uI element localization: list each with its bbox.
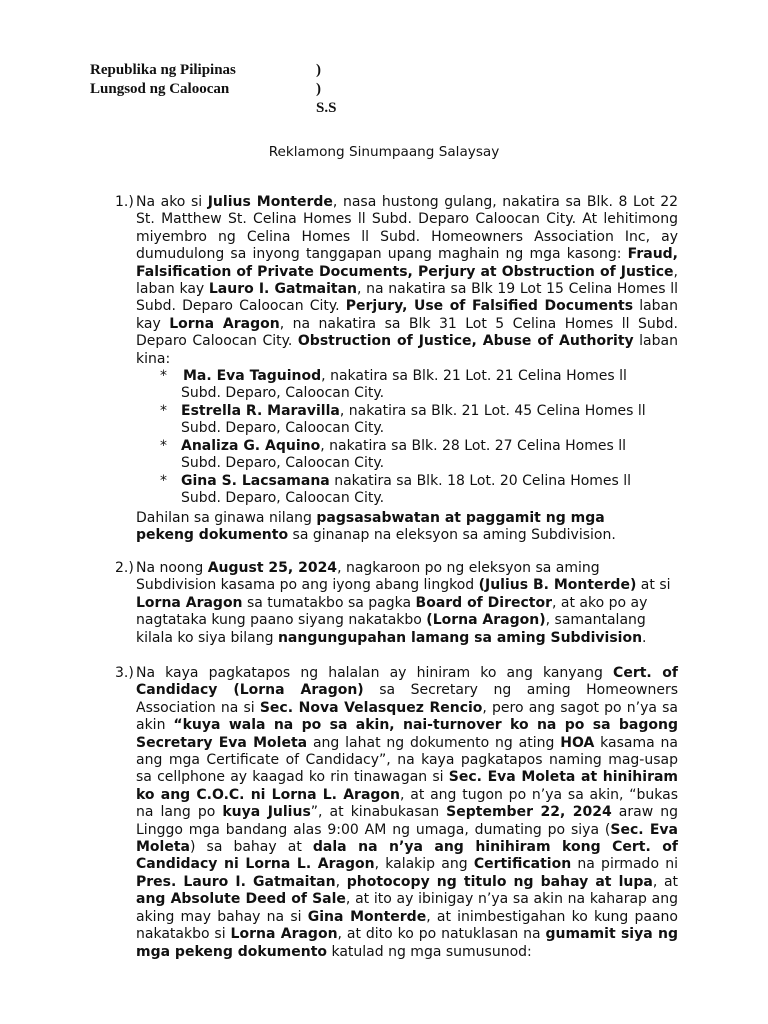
- item-2-text: Na noong August 25, 2024, nagkaroon po ng eleksyon sa aming Subdivision kasama po ang iyong abang lingkod (Julius B. Monterde) at si Lorna Aragon sa tumatakbo sa pagka Board of Director, at ako po ay nagtataka kung paano siyang nakatakbo (Lorna Aragon), samantalang kilala ko siya bilang nangungupahan lamang sa aming Subdivision.: [136, 560, 671, 646]
- bullet-star: *: [160, 472, 167, 489]
- item-number: 1.): [115, 194, 134, 210]
- dahilan-paragraph: Dahilan sa ginawa nilang pagsasabwatan at paggamit ng mga pekeng dokumento sa ginanap na eleksyon sa aming Subdivision.: [136, 510, 616, 544]
- bullet-star: *: [160, 437, 167, 454]
- header-line-2: [90, 80, 337, 116]
- respondent-list-item: * Estrella R. Maravilla, nakatira sa Blk. 21 Lot. 45 Celina Homes ll Subd. Deparo, Caloocan City.: [160, 402, 646, 437]
- paragraph-item-2: [0, 560, 768, 647]
- document-header: [90, 61, 337, 116]
- republic-label: Republika ng Pilipinas: [90, 62, 236, 78]
- paragraph-item-1: [0, 194, 768, 507]
- header-paren-2: ) S.S: [316, 81, 337, 116]
- city-label: Lungsod ng Caloocan: [90, 81, 230, 97]
- header-paren-1: ): [316, 62, 321, 78]
- document-title: Reklamong Sinumpaang Salaysay: [268, 144, 500, 160]
- respondent-list-item: * Gina S. Lacsamana nakatira sa Blk. 18 Lot. 20 Celina Homes ll Subd. Deparo, Caloocan City.: [160, 472, 632, 506]
- paragraph-item-3: [0, 665, 768, 961]
- item-number: 3.): [115, 665, 134, 681]
- bullet-star: *: [160, 368, 167, 385]
- bullet-star: *: [160, 402, 167, 419]
- respondent-list-item: * Ma. Eva Taguinod, nakatira sa Blk. 21 Lot. 21 Celina Homes ll Subd. Deparo, Caloocan City.: [160, 368, 627, 402]
- item-1-text: Na ako si Julius Monterde, nasa hustong gulang, nakatira sa Blk. 8 Lot 22 St. Matthew St. Celina Homes ll Subd. Deparo Caloocan City. At lehitimong miyembro ng Celina Homes ll Subd. Homeowners Association Inc, ay dumudulong sa inyong tanggapan upang maghain ng mga kasong: Fraud, Falsification of Private Documents, Perjury at Obstruction of Justice, laban kay Lauro I. Gatmaitan, na nakatira sa Blk 19 Lot 15 Celina Homes ll Subd. Deparo Caloocan City. Perjury, Use of Falsified Documents laban kay Lorna Aragon, na nakatira sa Blk 31 Lot 5 Celina Homes ll Subd. Deparo Caloocan City. Obstruction of Justice, Abuse of Authority laban kina:: [136, 194, 679, 367]
- item-3-text: Na kaya pagkatapos ng halalan ay hiniram ko ang kanyang Cert. of Candidacy (Lorna Aragon) sa Secretary ng aming Homeowners Association na si Sec. Nova Velasquez Rencio, pero ang sagot po n’ya sa akin “kuya wala na po sa akin, nai-turnover ko na po sa bagong Secretary Eva Moleta ang lahat ng dokumento ng ating HOA kasama na ang mga Certificate of Candidacy”, na kaya pagkatapos naming mag-usap sa cellphone ay kaagad ko rin tinawagan si Sec. Eva Moleta at hinihiram ko ang C.O.C. ni Lorna L. Aragon, at ang tugon po n’ya sa akin, “bukas na lang po kuya Julius”, at kinabukasan September 22, 2024 araw ng Linggo mga bandang alas 9:00 AM ng umaga, dumating po siya (Sec. Eva Moleta) sa bahay at dala na n’ya ang hinihiram kong Cert. of Candidacy ni Lorna L. Aragon, kalakip ang Certification na pirmado ni Pres. Lauro I. Gatmaitan, photocopy ng titulo ng bahay at lupa, at ang Absolute Deed of Sale, at ito ay ibinigay n’ya sa akin na kaharap ang aking may bahay na si Gina Monterde, at inimbestigahan ko kung paano nakatakbo si Lorna Aragon, at dito ko po natuklasan na gumamit siya ng mga pekeng dokumento katulad ng mga sumusunod:: [136, 665, 679, 960]
- respondent-list-item: * Analiza G. Aquino, nakatira sa Blk. 28 Lot. 27 Celina Homes ll Subd. Deparo, Caloocan City.: [160, 437, 626, 472]
- item-number: 2.): [115, 560, 134, 576]
- header-line-1: [90, 61, 321, 80]
